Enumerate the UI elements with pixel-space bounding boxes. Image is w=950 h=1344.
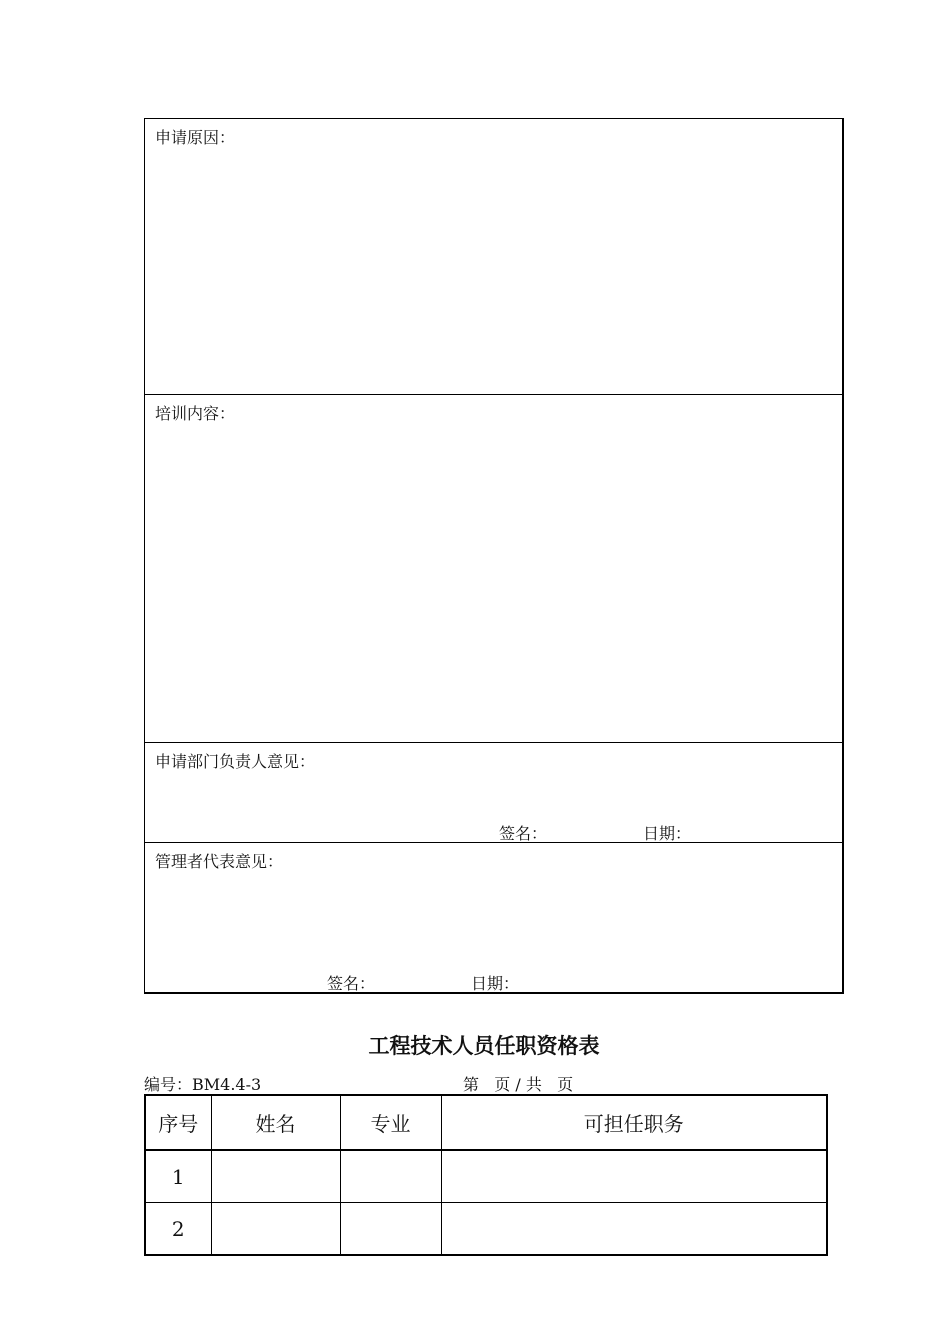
page-indicator: 第 页 / 共 页 [463, 1075, 574, 1094]
dept-head-date-label: 日期： [643, 824, 692, 843]
section-reason [145, 119, 842, 394]
training-content-label: 培训内容： [155, 404, 236, 423]
col-header-major: 专业 [340, 1095, 441, 1150]
table-row [145, 1203, 827, 1256]
col-header-position: 可担任职务 [441, 1095, 827, 1150]
section-mgmt-rep-opinion [145, 842, 842, 991]
table-row [145, 1150, 827, 1203]
mgmt-rep-date-label: 日期： [471, 974, 520, 993]
table-title: 工程技术人员任职资格表 [368, 1033, 600, 1058]
qualification-table [144, 1094, 828, 1256]
mgmt-rep-opinion-label: 管理者代表意见： [155, 852, 284, 871]
cell-name[interactable] [211, 1203, 340, 1256]
table-header-row [145, 1095, 827, 1150]
cell-major[interactable] [340, 1203, 441, 1256]
mgmt-rep-signature-label: 签名： [327, 974, 376, 993]
cell-major[interactable] [340, 1150, 441, 1203]
form-code: 编号：BM4.4-3 [144, 1075, 262, 1094]
application-form [144, 118, 844, 994]
section-dept-head-opinion [145, 742, 842, 843]
cell-position[interactable] [441, 1203, 827, 1256]
dept-head-opinion-label: 申请部门负责人意见： [155, 752, 316, 771]
cell-position[interactable] [441, 1150, 827, 1203]
section-training-content [145, 394, 842, 743]
reason-label: 申请原因： [155, 128, 236, 147]
cell-name[interactable] [211, 1150, 340, 1203]
col-header-index: 序号 [145, 1095, 211, 1150]
col-header-name: 姓名 [211, 1095, 340, 1150]
dept-head-signature-label: 签名： [499, 824, 548, 843]
cell-index: 1 [145, 1150, 211, 1203]
cell-index: 2 [145, 1203, 211, 1256]
